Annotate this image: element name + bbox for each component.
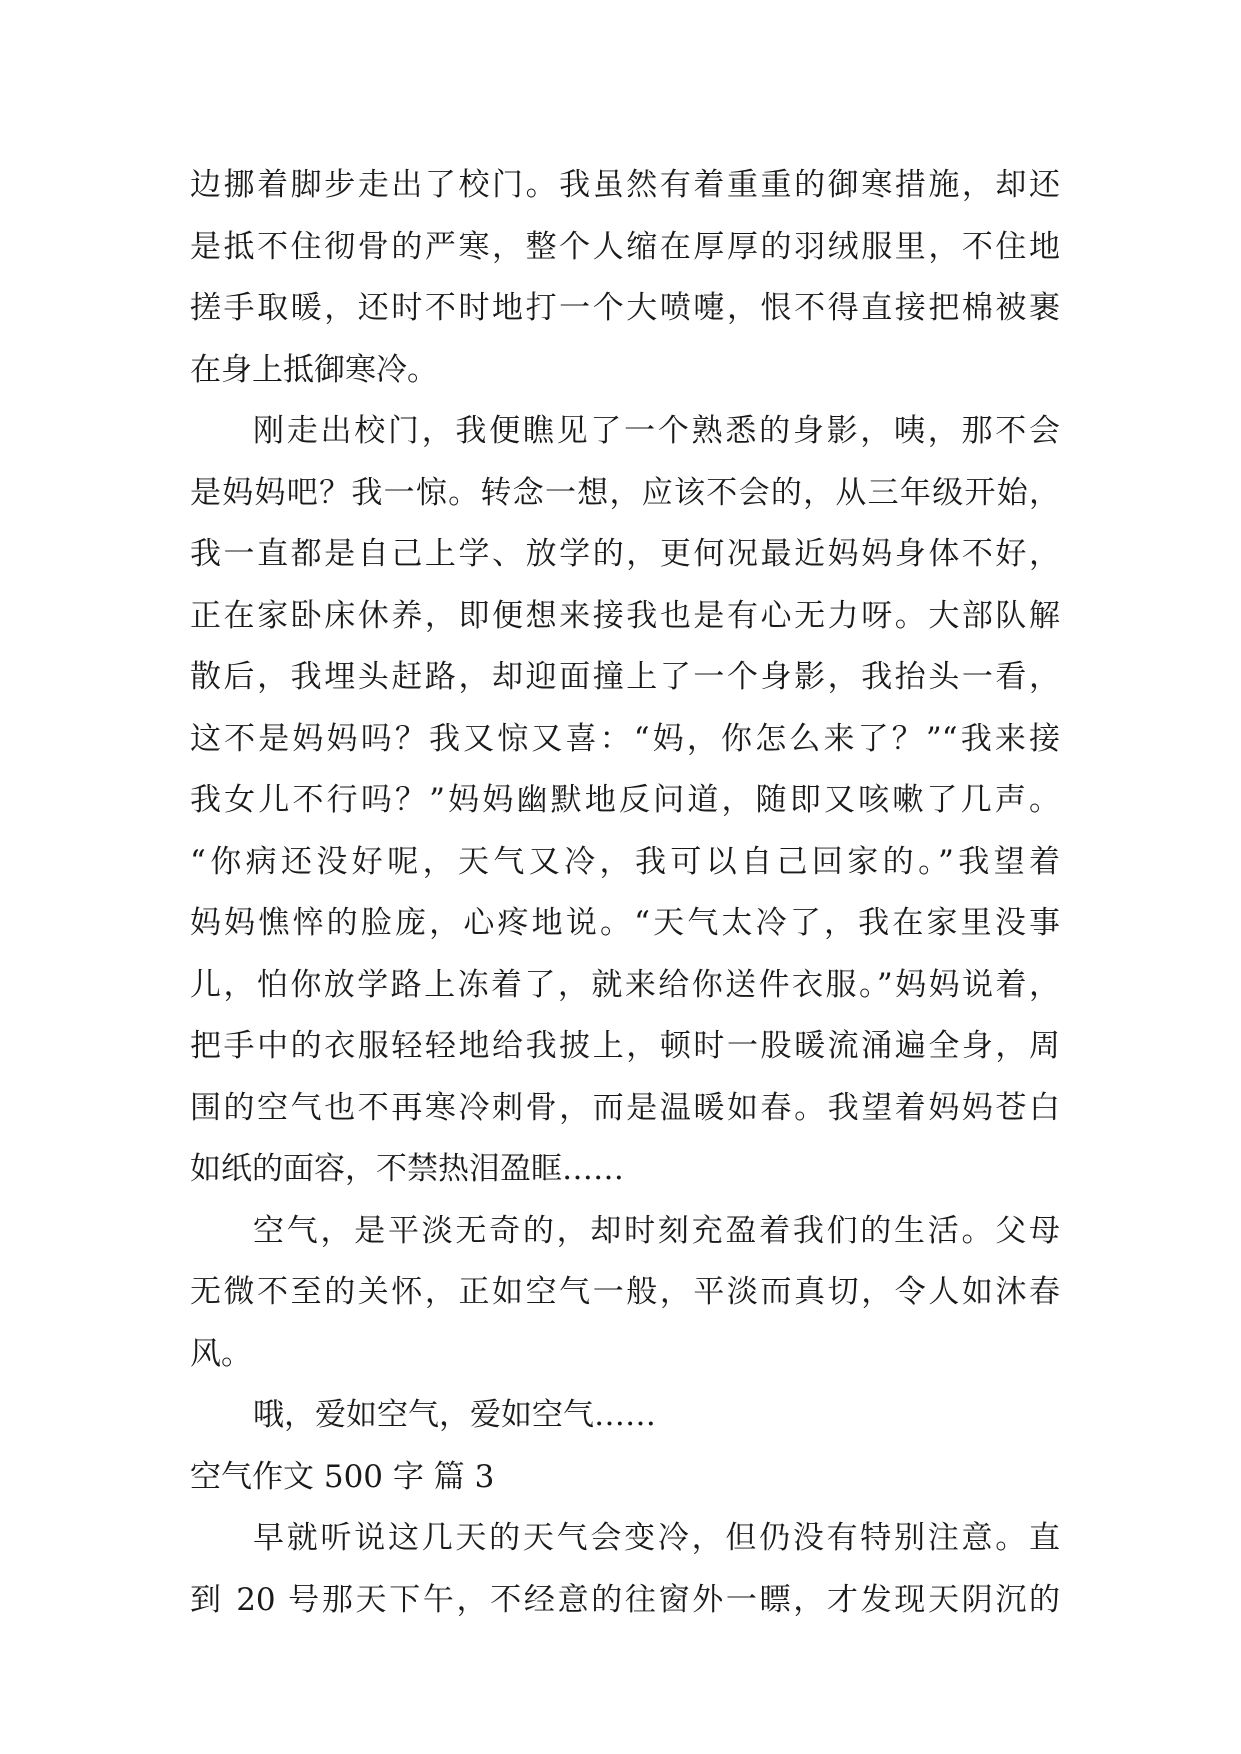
text-line: 风。 <box>190 1335 252 1372</box>
text-line: 边挪着脚步走出了校门。我虽然有着重重的御寒措施，却还 <box>190 167 1060 203</box>
paragraph-first-line: 哦，爱如空气，爱如空气…… <box>253 1397 656 1433</box>
text-line: 在身上抵御寒冷。 <box>190 351 438 388</box>
text-line: 散后，我埋头赶路，却迎面撞上了一个身影，我抬头一看， <box>190 659 1060 695</box>
text-line: 我女儿不行吗？”妈妈幽默地反问道，随即又咳嗽了几声。 <box>190 782 1060 818</box>
text-line: 到 20 号那天下午，不经意的往窗外一瞟，才发现天阴沉的 <box>190 1581 1060 1618</box>
paragraph-first-line: 空气，是平淡无奇的，却时刻充盈着我们的生活。父母 <box>253 1212 1060 1249</box>
text-line: 儿，怕你放学路上冻着了，就来给你送件衣服。”妈妈说着， <box>190 966 1060 1003</box>
text-line: “你病还没好呢，天气又冷，我可以自己回家的。”我望着 <box>190 843 1060 880</box>
text-line: 围的空气也不再寒冷刺骨，而是温暖如春。我望着妈妈苍白 <box>190 1089 1060 1126</box>
essay-body <box>190 155 1060 1631</box>
paragraph-first-line: 刚走出校门，我便瞧见了一个熟悉的身影，咦，那不会 <box>253 413 1060 449</box>
text-line: 是妈妈吧？我一惊。转念一想，应该不会的，从三年级开始， <box>190 474 1060 511</box>
text-line: 无微不至的关怀，正如空气一般，平淡而真切，令人如沐春 <box>190 1274 1060 1310</box>
text-line: 把手中的衣服轻轻地给我披上，顿时一股暖流涌遍全身，周 <box>190 1028 1060 1064</box>
paragraph-first-line: 早就听说这几天的天气会变冷，但仍没有特别注意。直 <box>253 1520 1060 1556</box>
text-line: 如纸的面容，不禁热泪盈眶…… <box>190 1151 624 1187</box>
section-heading: 空气作文 500 字 篇 3 <box>190 1458 495 1495</box>
text-line: 妈妈憔悴的脸庞，心疼地说。“天气太冷了，我在家里没事 <box>190 905 1060 941</box>
text-line: 是抵不住彻骨的严寒，整个人缩在厚厚的羽绒服里，不住地 <box>190 228 1060 265</box>
text-line: 这不是妈妈吗？我又惊又喜：“妈，你怎么来了？”“我来接 <box>190 720 1060 757</box>
text-line: 搓手取暖，还时不时地打一个大喷嚏，恨不得直接把棉被裹 <box>190 290 1060 326</box>
text-line: 我一直都是自己上学、放学的，更何况最近妈妈身体不好， <box>190 536 1060 572</box>
text-line: 正在家卧床休养，即便想来接我也是有心无力呀。大部队解 <box>190 597 1060 634</box>
